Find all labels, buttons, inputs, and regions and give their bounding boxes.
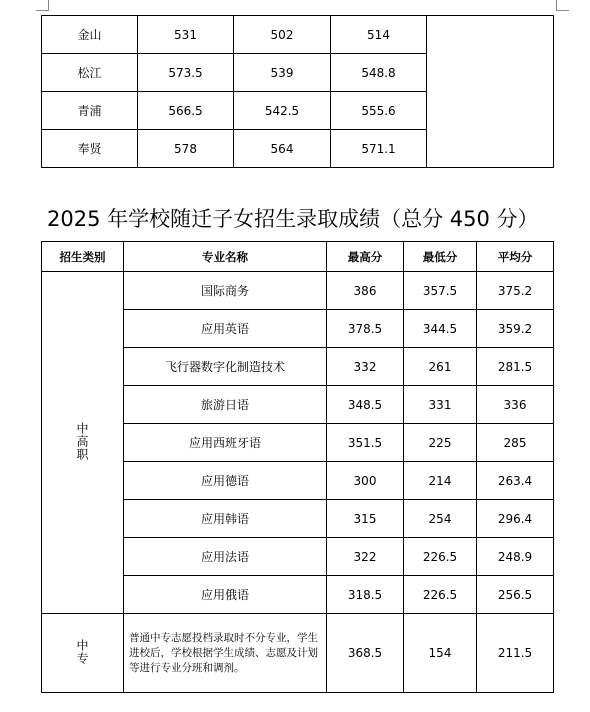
avg-cell: 296.4 [477, 500, 554, 538]
min-cell: 357.5 [404, 272, 477, 310]
table-row [42, 272, 554, 310]
table-header-row [42, 242, 554, 272]
major-cell: 应用英语 [124, 310, 327, 348]
max-cell: 386 [327, 272, 404, 310]
category-label: 中专 [75, 638, 89, 665]
avg-cell: 281.5 [477, 348, 554, 386]
max-cell: 315 [327, 500, 404, 538]
min-cell: 214 [404, 462, 477, 500]
max-cell: 378.5 [327, 310, 404, 348]
header-max: 最高分 [327, 242, 404, 272]
district-score-table [41, 15, 554, 168]
district-cell: 青浦 [42, 92, 138, 130]
major-cell: 应用西班牙语 [124, 424, 327, 462]
score-cell: 514 [331, 16, 427, 54]
major-cell: 飞行器数字化制造技术 [124, 348, 327, 386]
score-cell: 502 [234, 16, 331, 54]
admission-score-table [41, 241, 554, 693]
score-cell: 531 [138, 16, 234, 54]
score-cell: 564 [234, 130, 331, 168]
avg-cell: 211.5 [477, 614, 554, 693]
max-cell: 318.5 [327, 576, 404, 614]
section-title: 2025 年学校随迁子女招生录取成绩（总分 450 分） [47, 207, 539, 231]
min-cell: 226.5 [404, 538, 477, 576]
avg-cell: 359.2 [477, 310, 554, 348]
district-cell: 金山 [42, 16, 138, 54]
max-cell: 300 [327, 462, 404, 500]
min-cell: 225 [404, 424, 477, 462]
min-cell: 226.5 [404, 576, 477, 614]
merged-blank-cell [427, 16, 554, 168]
table-row [42, 614, 554, 693]
score-cell: 539 [234, 54, 331, 92]
avg-cell: 336 [477, 386, 554, 424]
max-cell: 351.5 [327, 424, 404, 462]
avg-cell: 285 [477, 424, 554, 462]
score-cell: 555.6 [331, 92, 427, 130]
score-cell: 571.1 [331, 130, 427, 168]
header-major: 专业名称 [124, 242, 327, 272]
page-corner-mark [36, 0, 49, 11]
major-cell: 应用俄语 [124, 576, 327, 614]
min-cell: 254 [404, 500, 477, 538]
major-cell: 应用韩语 [124, 500, 327, 538]
header-category: 招生类别 [42, 242, 124, 272]
page-corner-mark [556, 0, 569, 11]
category-cell [42, 272, 124, 614]
score-cell: 542.5 [234, 92, 331, 130]
avg-cell: 248.9 [477, 538, 554, 576]
category-cell [42, 614, 124, 693]
score-cell: 566.5 [138, 92, 234, 130]
major-cell: 应用法语 [124, 538, 327, 576]
min-cell: 344.5 [404, 310, 477, 348]
avg-cell: 256.5 [477, 576, 554, 614]
max-cell: 322 [327, 538, 404, 576]
max-cell: 348.5 [327, 386, 404, 424]
major-cell: 旅游日语 [124, 386, 327, 424]
district-cell: 松江 [42, 54, 138, 92]
min-cell: 331 [404, 386, 477, 424]
max-cell: 332 [327, 348, 404, 386]
table-row [42, 16, 554, 54]
score-cell: 573.5 [138, 54, 234, 92]
avg-cell: 263.4 [477, 462, 554, 500]
note-cell: 普通中专志愿投档录取时不分专业，学生进校后，学校根据学生成绩、志愿及计划等进行专业分班和调剂。 [124, 614, 327, 693]
major-cell: 国际商务 [124, 272, 327, 310]
header-min: 最低分 [404, 242, 477, 272]
major-cell: 应用德语 [124, 462, 327, 500]
district-cell: 奉贤 [42, 130, 138, 168]
min-cell: 261 [404, 348, 477, 386]
header-avg: 平均分 [477, 242, 554, 272]
min-cell: 154 [404, 614, 477, 693]
max-cell: 368.5 [327, 614, 404, 693]
category-label: 中高职 [75, 421, 89, 461]
score-cell: 548.8 [331, 54, 427, 92]
avg-cell: 375.2 [477, 272, 554, 310]
score-cell: 578 [138, 130, 234, 168]
